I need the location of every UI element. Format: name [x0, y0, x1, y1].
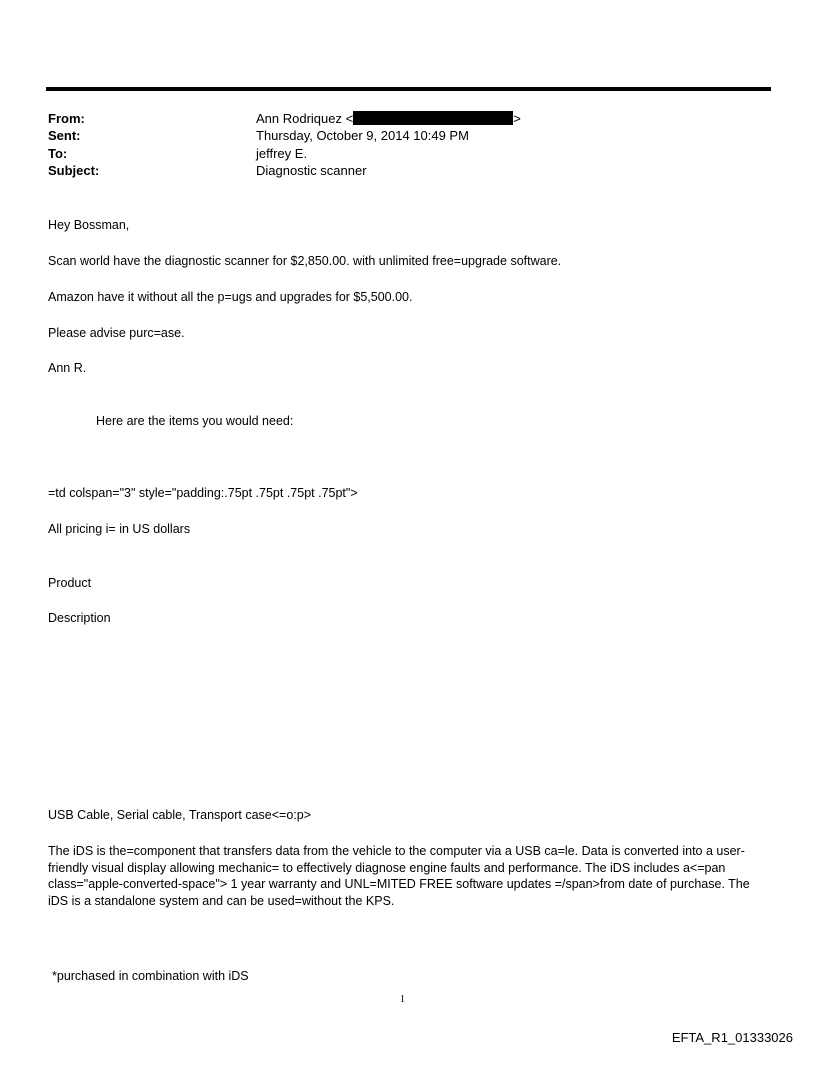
- page-number: 1: [400, 994, 405, 1005]
- from-suffix: >: [513, 111, 521, 126]
- signature: Ann R.: [48, 361, 87, 375]
- pricing-note: All pricing i= in US dollars: [48, 522, 191, 536]
- html-fragment-line: =td colspan="3" style="padding:.75pt .75pt .75pt .75pt">: [48, 486, 358, 500]
- items-intro: Here are the items you would need:: [96, 414, 294, 428]
- footnote: *purchased in combination with iDS: [52, 969, 249, 983]
- sent-value: Thursday, October 9, 2014 10:49 PM: [256, 128, 469, 143]
- product-label: Product: [48, 576, 92, 590]
- to-label: To:: [48, 146, 68, 161]
- ids-paragraph: The iDS is the=component that transfers data from the vehicle to the computer via a USB ca=le. Data is converted into a user-friendly visual display allowing mechanic= to effectively diagnose engine faults and performance. The iDS includes a<=pan class="apple-converted-space"> 1 year warranty and UNL=MITED FREE software updates =/span>from date of purchase. The iDS is a standalone system and can be used=without the KPS.: [48, 844, 750, 908]
- bates-number: EFTA_R1_01333026: [671, 1030, 793, 1045]
- body-line-2: Amazon have it without all the p=ugs and upgrades for $5,500.00.: [48, 290, 413, 304]
- description-label: Description: [48, 611, 111, 625]
- greeting: Hey Bossman,: [48, 218, 130, 232]
- sent-label: Sent:: [48, 128, 81, 143]
- to-value: jeffrey E.: [256, 146, 308, 161]
- from-name: Ann Rodriquez <: [256, 111, 354, 126]
- subject-label: Subject:: [48, 163, 100, 178]
- header-rule: [46, 87, 771, 91]
- body-line-3: Please advise purc=ase.: [48, 326, 185, 340]
- subject-value: Diagnostic scanner: [256, 163, 367, 178]
- redaction-box: [353, 111, 513, 125]
- body-line-1: Scan world have the diagnostic scanner for $2,850.00. with unlimited free=upgrade software.: [48, 254, 562, 268]
- from-label: From:: [48, 111, 85, 126]
- from-value: [256, 110, 521, 128]
- cables-line: USB Cable, Serial cable, Transport case<=o:p>: [48, 808, 311, 822]
